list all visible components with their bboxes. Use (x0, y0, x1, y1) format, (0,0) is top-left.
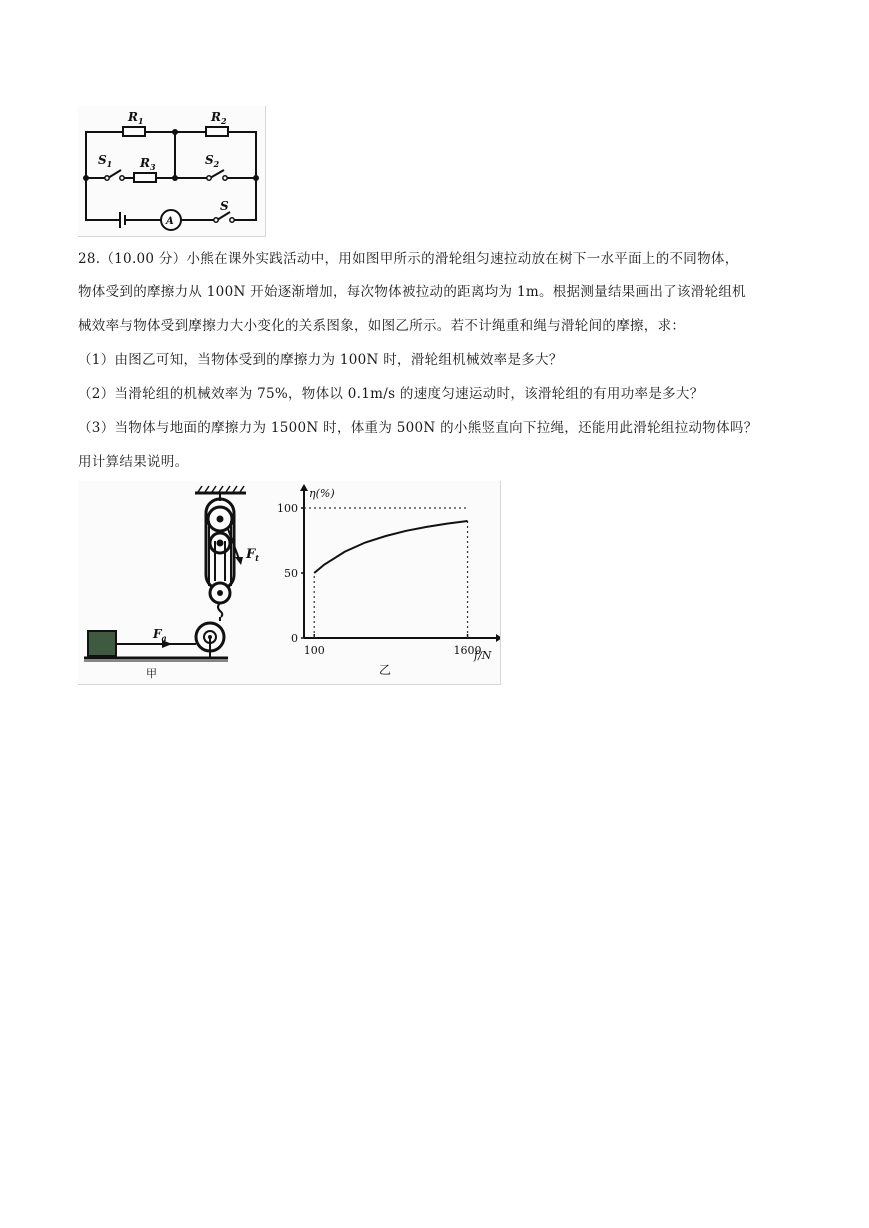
label-force-bottom: $F_a$ (153, 627, 167, 643)
fixed-pulley-block (206, 499, 234, 589)
junction-top (172, 129, 178, 135)
circuit-diagram (78, 106, 266, 237)
circuit-svg (78, 106, 265, 236)
y-axis-label: η(%) (309, 487, 335, 500)
pulley-figure-svg (78, 481, 500, 684)
resistor-r3 (134, 173, 156, 182)
switch-s1-contact-a (105, 176, 109, 180)
label-r3: $R_3$ (140, 156, 156, 172)
wire-bottom-right (232, 178, 256, 220)
switch-s2-contact-a (207, 176, 211, 180)
question-line-3: 械效率与物体受到摩擦力大小变化的关系图象，如图乙所示。若不计绳重和绳与滑轮间的摩擦，求： (78, 318, 686, 334)
subquestion-1: （1）由图乙可知，当物体受到的摩擦力为 100N 时，滑轮组机械效率是多大？ (78, 352, 563, 368)
y-tick-label: 50 (284, 567, 298, 580)
junction-right (253, 175, 259, 181)
ground-pulley (196, 617, 224, 659)
subquestion-3: （3）当物体与地面的摩擦力为 1500N 时，体重为 500N 的小熊竖直向下拉绳，还能用此滑轮组拉动物体吗？ (78, 420, 758, 436)
label-ammeter: A (166, 216, 174, 227)
wire-top-right (228, 132, 256, 178)
caption-jia: 甲 (146, 667, 157, 680)
x-tick-label: 100 (303, 644, 325, 657)
force-arrow-bottom (116, 640, 196, 648)
label-force-top: $F_t$ (246, 547, 259, 563)
label-s1: $S_1$ (98, 153, 113, 169)
label-s: S (220, 199, 229, 213)
y-tick-label: 100 (277, 502, 298, 515)
switch-s1-contact-b (120, 176, 124, 180)
junction-mid (172, 175, 178, 181)
switch-s1-blade (108, 170, 121, 178)
efficiency-curve (314, 521, 467, 573)
switch-s-contact-a (214, 218, 218, 222)
y-tick-label: 0 (291, 632, 298, 645)
label-r2: $R_2$ (211, 110, 227, 126)
switch-s2-contact-b (223, 176, 227, 180)
wire-bottom-left (86, 178, 120, 220)
x-axis-arrow (496, 634, 500, 642)
subquestion-3-continued: 用计算结果说明。 (78, 454, 189, 470)
efficiency-chart (277, 484, 500, 677)
subquestion-2: （2）当滑轮组的机械效率为 75%，物体以 0.1m/s 的速度匀速运动时，该滑轮组的有用功率是多大？ (78, 386, 704, 402)
switch-s-contact-b (230, 218, 234, 222)
question-line-1: 28.（10.00 分）小熊在课外实践活动中，用如图甲所示的滑轮组匀速拉动放在树下一水平面上的不同物体， (78, 251, 739, 267)
switch-s2-blade (210, 170, 224, 178)
junction-left (83, 175, 89, 181)
movable-pulley (210, 583, 230, 617)
object-block (88, 631, 116, 656)
resistor-r1 (123, 127, 145, 136)
label-s2: $S_2$ (205, 153, 220, 169)
question-line-2: 物体受到的摩擦力从 100N 开始逐渐增加，每次物体被拉动的距离均为 1m。根据测量结果画出了该滑轮组机 (78, 284, 746, 300)
resistor-r2 (206, 127, 228, 136)
y-axis-arrow (300, 484, 308, 491)
pulley-and-chart-figure (78, 481, 501, 685)
ground-surface (84, 658, 228, 661)
caption-yi: 乙 (379, 663, 392, 677)
label-r1: $R_1$ (128, 110, 144, 126)
x-tick-label: 1600 (453, 644, 482, 657)
switch-s-blade (217, 212, 230, 220)
x-axis-label: f/N (474, 649, 492, 662)
